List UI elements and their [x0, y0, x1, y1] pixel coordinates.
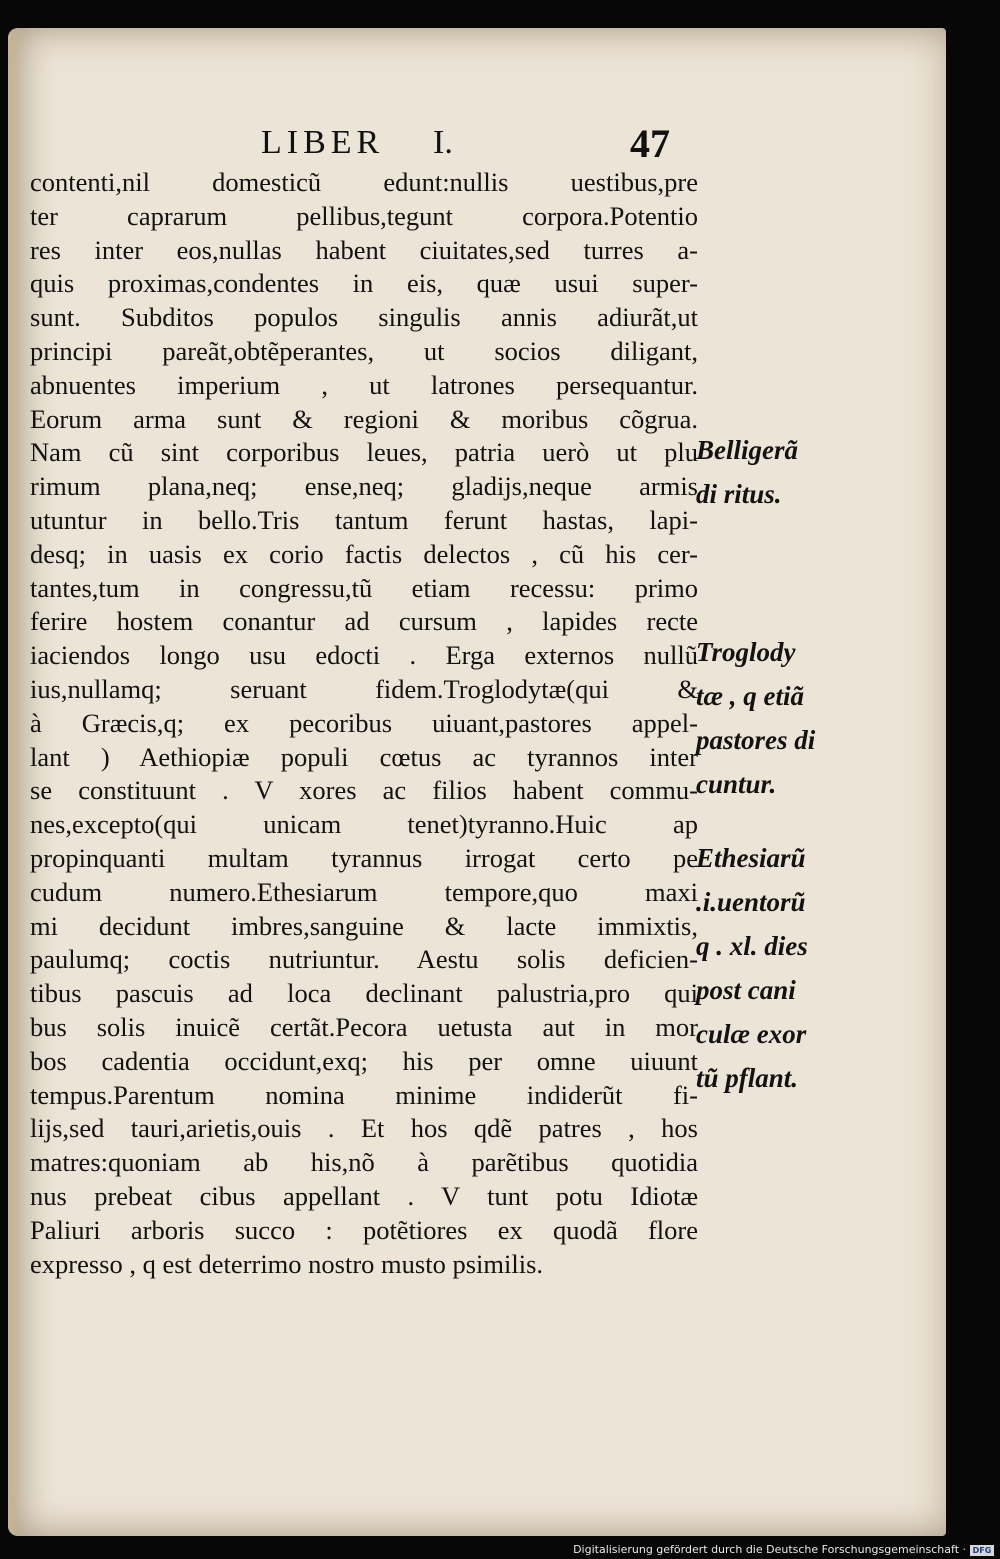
text-line: nes,excepto(qui unicam tenet)tyranno.Huic ap	[30, 809, 698, 840]
text-line: quis proximas,condentes in eis, quæ usui super-	[30, 268, 698, 299]
running-head-number: I.	[433, 124, 453, 161]
text-line: tempus.Parentum nomina minime indiderũt fi-	[30, 1079, 698, 1110]
text-line: sunt. Subditos populos singulis annis adiurãt,ut	[30, 302, 698, 333]
running-head-book: LIBER	[261, 124, 385, 161]
marginal-note-line: pastores di	[696, 725, 816, 755]
marginal-note-ethesiarum	[696, 836, 808, 1100]
text-line: rimum plana,neq; ense,neq; gladijs,neque armis	[30, 471, 698, 502]
text-line: tantes,tum in congressu,tũ etiam recessu: primo	[30, 572, 698, 603]
text-line: lijs,sed tauri,arietis,ouis . Et hos qdẽ patres , hos	[30, 1113, 698, 1144]
text-line: principi pareãt,obtẽperantes, ut socios diligant,	[30, 335, 698, 366]
text-line: Paliuri arboris succo : potẽtiores ex quodã flore	[30, 1214, 698, 1245]
main-text-block	[30, 166, 698, 1281]
text-line: desq; in uasis ex corio factis delectos , cũ his cer-	[30, 538, 698, 569]
text-line: iaciendos longo usu edocti . Erga externos nullũ	[30, 640, 698, 671]
text-line: bus solis inuicẽ certãt.Pecora uetusta aut in mor	[30, 1011, 698, 1042]
text-line: à Græcis,q; ex pecoribus uiuant,pastores appel-	[30, 707, 698, 738]
text-line: lant ) Aethiopiæ populi cœtus ac tyrannos inter	[30, 741, 698, 772]
text-line: ter caprarum pellibus,tegunt corpora.Potentio	[30, 200, 698, 231]
marginal-note-troglodytae	[696, 630, 815, 806]
funding-notice: Digitalisierung gefördert durch die Deutsche Forschungsgemeinschaft ·	[573, 1543, 966, 1556]
text-line: expresso , q est deterrimo nostro musto psimilis.	[30, 1248, 544, 1279]
footer-bar	[0, 1541, 1000, 1559]
marginal-note-line: culæ exor	[696, 1019, 807, 1049]
marginal-note-line: Belligerã	[696, 435, 798, 465]
marginal-note-line: tũ pflant.	[696, 1063, 799, 1093]
marginal-note-line: di ritus.	[696, 479, 782, 509]
dfg-logo: DFG	[970, 1545, 994, 1556]
text-line: ius,nullamq; seruant fidem.Troglodytæ(qui &	[30, 673, 698, 704]
text-line: mi decidunt imbres,sanguine & lacte immixtis,	[30, 910, 698, 941]
marginal-note-line: Troglody	[696, 637, 796, 667]
text-line: contenti,nil domesticũ edunt:nullis uestibus,pre	[30, 167, 698, 197]
marginal-notes	[696, 28, 856, 1536]
text-line: nus prebeat cibus appellant . V tunt potu Idiotæ	[30, 1180, 698, 1211]
marginal-note-line: Ethesiarũ	[696, 843, 806, 873]
text-line: propinquanti multam tyrannus irrogat certo pe	[30, 842, 698, 873]
folio-number: 47	[630, 121, 670, 166]
marginal-note-line: cuntur.	[696, 769, 777, 799]
text-line: matres:quoniam ab his,nõ à parẽtibus quotidia	[30, 1147, 698, 1178]
marginal-note-belligerandi	[696, 428, 798, 516]
marginal-note-line: q . xl. dies	[696, 931, 808, 961]
text-line: abnuentes imperium , ut latrones persequantur.	[30, 369, 698, 400]
text-line: Eorum arma sunt & regioni & moribus cõgrua.	[30, 403, 698, 434]
text-line: bos cadentia occidunt,exq; his per omne uiuunt	[30, 1045, 698, 1076]
book-page	[8, 28, 946, 1536]
text-line: se constituunt . V xores ac filios habent commu-	[30, 775, 698, 806]
text-line: Nam cũ sint corporibus leues, patria uerò ut plu	[30, 437, 698, 468]
text-line: res inter eos,nullas habent ciuitates,sed turres a-	[30, 234, 698, 265]
text-line: cudum numero.Ethesiarum tempore,quo maxi	[30, 876, 698, 907]
text-line: utuntur in bello.Tris tantum ferunt hastas, lapi-	[30, 504, 698, 535]
text-line: ferire hostem conantur ad cursum , lapides recte	[30, 606, 698, 637]
text-line: tibus pascuis ad loca declinant palustria,pro qui	[30, 978, 698, 1009]
marginal-note-line: post cani	[696, 975, 796, 1005]
text-line: paulumq; coctis nutriuntur. Aestu solis deficien-	[30, 944, 698, 975]
marginal-note-line: .i.uentorũ	[696, 887, 806, 917]
marginal-note-line: tæ , q etiã	[696, 681, 804, 711]
